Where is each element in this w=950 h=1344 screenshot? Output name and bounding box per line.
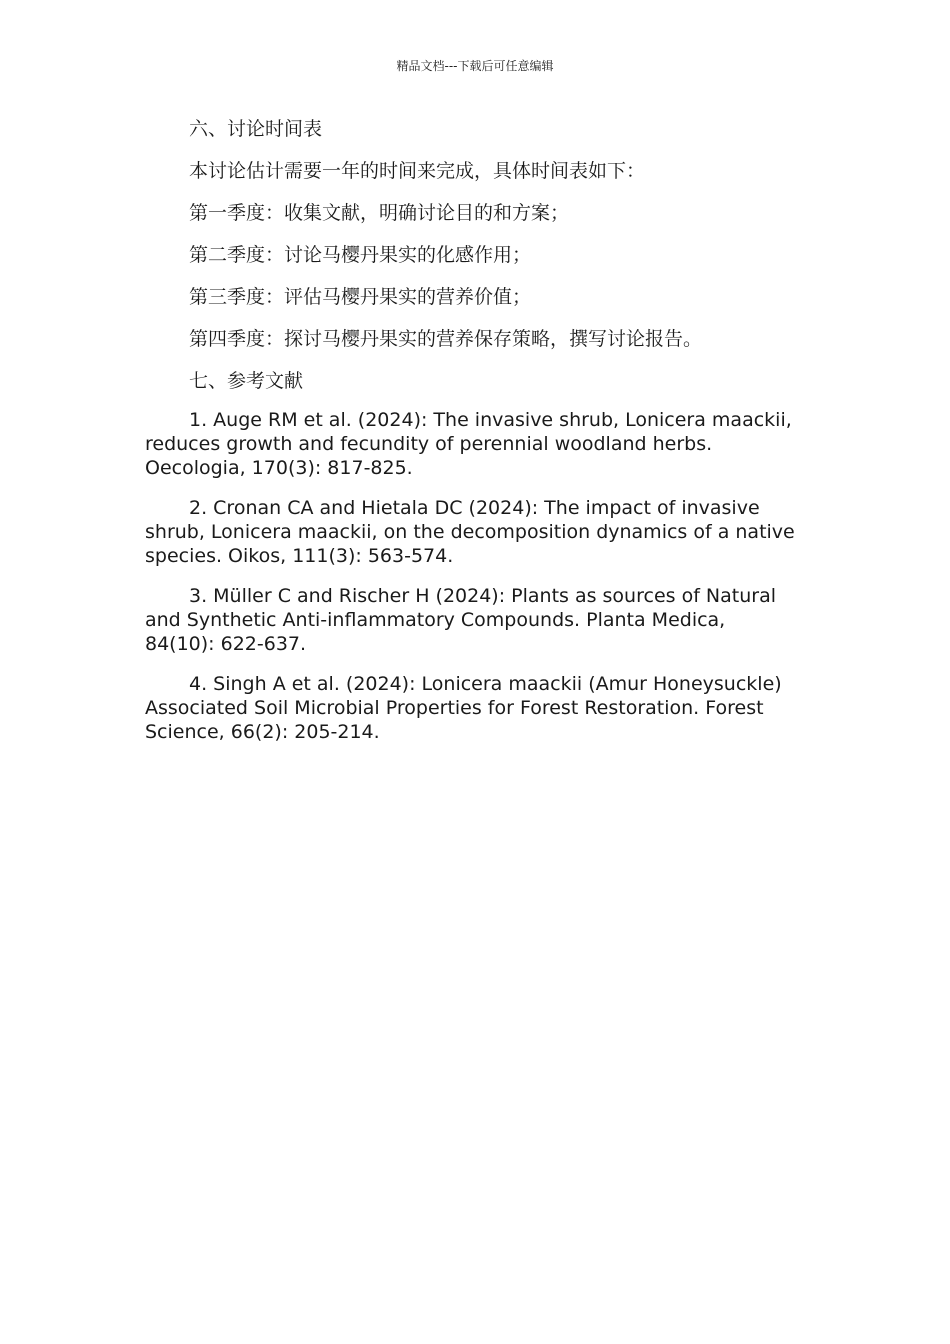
schedule-intro: 本讨论估计需要一年的时间来完成，具体时间表如下：	[189, 160, 646, 182]
reference-item: 4. Singh A et al. (2024): Lonicera maackii (Amur Honeysuckle) Associated Soil Microbial Properties for Forest Restoration. Forest Science, 66(2): 205-214.	[145, 673, 782, 743]
schedule-item-q1: 第一季度：收集文献，明确讨论目的和方案；	[189, 202, 570, 224]
schedule-item-q3: 第三季度：评估马樱丹果实的营养价值；	[189, 286, 532, 308]
section-heading-schedule: 六、讨论时间表	[189, 118, 323, 140]
reference-item: 3. Müller C and Rischer H (2024): Plants as sources of Natural and Synthetic Anti-inflammatory Compounds. Planta Medica, 84(10): 622-637.	[145, 585, 777, 655]
reference-item: 2. Cronan CA and Hietala DC (2024): The impact of invasive shrub, Lonicera maackii, on the decomposition dynamics of a native species. Oikos, 111(3): 563-574.	[145, 497, 795, 567]
reference-list	[145, 408, 795, 744]
reference-item: 1. Auge RM et al. (2024): The invasive shrub, Lonicera maackii, reduces growth and fecundity of perennial woodland herbs. Oecologia, 170(3): 817-825.	[145, 409, 792, 479]
document-body	[145, 114, 795, 760]
schedule-item-q4: 第四季度：探讨马樱丹果实的营养保存策略，撰写讨论报告。	[189, 328, 703, 350]
page-header: 精品文档---下载后可任意编辑	[396, 59, 554, 73]
section-heading-references: 七、参考文献	[189, 370, 304, 392]
schedule-item-q2: 第二季度：讨论马樱丹果实的化感作用；	[189, 244, 532, 266]
